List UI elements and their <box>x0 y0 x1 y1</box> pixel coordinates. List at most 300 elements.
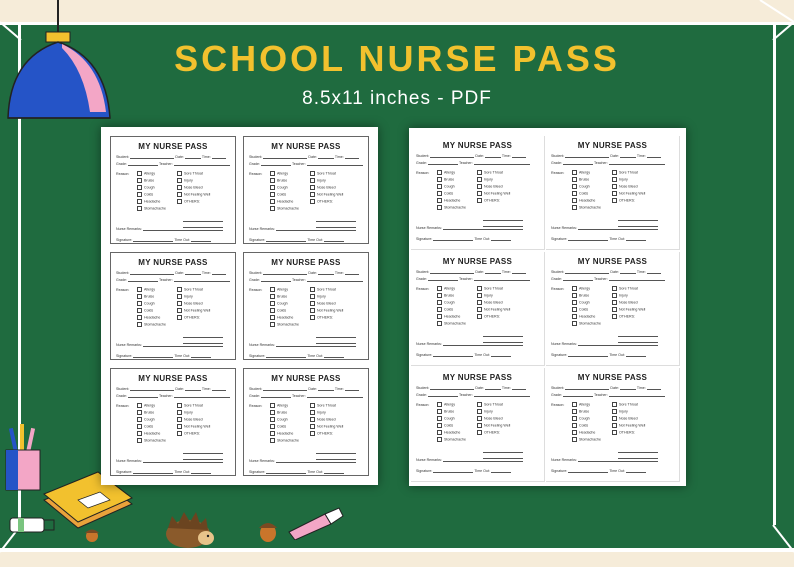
checkbox-icon[interactable] <box>177 185 182 190</box>
checkbox-icon[interactable] <box>177 294 182 299</box>
reason-checkbox[interactable] <box>310 171 336 176</box>
checkbox-icon[interactable] <box>572 300 577 305</box>
checkbox-icon[interactable] <box>477 177 482 182</box>
reason-checkbox[interactable] <box>612 177 628 182</box>
checkbox-icon[interactable] <box>572 307 577 312</box>
nurse-pass-card <box>546 136 680 250</box>
reason-checkbox[interactable] <box>477 293 493 298</box>
reason-checkbox[interactable] <box>477 423 510 428</box>
reason-label: Colds <box>144 308 154 313</box>
checkbox-icon[interactable] <box>310 417 315 422</box>
checkbox-icon[interactable] <box>310 315 315 320</box>
checkbox-icon[interactable] <box>437 430 442 435</box>
reason-checkbox[interactable] <box>437 437 466 442</box>
reason-checkbox[interactable] <box>137 178 154 183</box>
reason-checkbox[interactable] <box>270 438 299 443</box>
reason-checkbox[interactable] <box>270 171 288 176</box>
reason-checkbox[interactable] <box>137 424 153 429</box>
reason-label: Headache <box>444 198 461 203</box>
checkbox-icon[interactable] <box>270 438 275 443</box>
reason-checkbox[interactable] <box>137 322 166 327</box>
checkbox-icon[interactable] <box>477 300 482 305</box>
checkbox-icon[interactable] <box>310 308 315 313</box>
checkbox-icon[interactable] <box>572 198 577 203</box>
checkbox-icon[interactable] <box>137 417 142 422</box>
checkbox-icon[interactable] <box>177 301 182 306</box>
checkbox-icon[interactable] <box>437 423 442 428</box>
reason-checkbox[interactable] <box>437 402 455 407</box>
checkbox-icon[interactable] <box>477 286 482 291</box>
checkbox-icon[interactable] <box>310 431 315 436</box>
checkbox-icon[interactable] <box>572 170 577 175</box>
reason-checkbox[interactable] <box>177 431 200 436</box>
checkbox-icon[interactable] <box>612 416 617 421</box>
reason-label: Sore Throat <box>619 402 638 407</box>
reason-checkbox[interactable] <box>437 307 453 312</box>
checkbox-icon[interactable] <box>177 192 182 197</box>
reason-label: Reason: <box>249 288 263 292</box>
checkbox-icon[interactable] <box>177 171 182 176</box>
student-label: Student: <box>416 386 430 390</box>
reason-checkbox[interactable] <box>477 409 493 414</box>
reason-checkbox[interactable] <box>137 438 166 443</box>
signature-row <box>416 237 539 241</box>
checkbox-icon[interactable] <box>270 192 275 197</box>
reason-label: Stomachache <box>444 437 466 442</box>
checkbox-icon[interactable] <box>137 199 142 204</box>
reason-checkbox[interactable] <box>270 315 293 320</box>
checkbox-icon[interactable] <box>612 184 617 189</box>
reason-label: Stomachache <box>444 205 466 210</box>
checkbox-icon[interactable] <box>572 402 577 407</box>
reason-checkbox[interactable] <box>477 307 510 312</box>
reason-checkbox[interactable] <box>437 191 453 196</box>
reason-checkbox[interactable] <box>572 437 601 442</box>
checkbox-icon[interactable] <box>137 438 142 443</box>
checkbox-icon[interactable] <box>137 178 142 183</box>
reason-checkbox[interactable] <box>437 423 453 428</box>
reason-label: Sore Throat <box>484 170 503 175</box>
checkbox-icon[interactable] <box>270 308 275 313</box>
reason-checkbox[interactable] <box>177 315 200 320</box>
reason-checkbox[interactable] <box>137 410 154 415</box>
checkbox-icon[interactable] <box>572 437 577 442</box>
checkbox-icon[interactable] <box>177 431 182 436</box>
reason-checkbox[interactable] <box>612 307 645 312</box>
reason-checkbox[interactable] <box>477 177 493 182</box>
reason-checkbox[interactable] <box>270 431 293 436</box>
checkbox-icon[interactable] <box>612 409 617 414</box>
checkbox-icon[interactable] <box>310 185 315 190</box>
checkbox-icon[interactable] <box>270 417 275 422</box>
reason-checkbox[interactable] <box>310 199 333 204</box>
checkbox-icon[interactable] <box>572 314 577 319</box>
checkbox-icon[interactable] <box>137 287 142 292</box>
checkbox-icon[interactable] <box>137 185 142 190</box>
reason-checkbox[interactable] <box>572 321 601 326</box>
reason-checkbox[interactable] <box>270 410 287 415</box>
reason-checkbox[interactable] <box>477 416 503 421</box>
checkbox-icon[interactable] <box>310 403 315 408</box>
reason-checkbox[interactable] <box>437 314 460 319</box>
checkbox-icon[interactable] <box>612 177 617 182</box>
checkbox-icon[interactable] <box>612 423 617 428</box>
reason-checkbox[interactable] <box>177 301 203 306</box>
checkbox-icon[interactable] <box>477 170 482 175</box>
checkbox-icon[interactable] <box>270 294 275 299</box>
reason-checkbox[interactable] <box>612 191 645 196</box>
checkbox-icon[interactable] <box>477 409 482 414</box>
reason-checkbox[interactable] <box>437 177 454 182</box>
reason-checkbox[interactable] <box>437 198 460 203</box>
checkbox-icon[interactable] <box>612 286 617 291</box>
reason-checkbox[interactable] <box>310 315 333 320</box>
reason-checkbox[interactable] <box>270 206 299 211</box>
reason-checkbox[interactable] <box>177 308 210 313</box>
reason-label: Bruise <box>444 177 455 182</box>
reason-checkbox[interactable] <box>572 430 595 435</box>
reason-checkbox[interactable] <box>477 198 500 203</box>
reason-checkbox[interactable] <box>572 314 595 319</box>
checkbox-icon[interactable] <box>612 314 617 319</box>
reason-checkbox[interactable] <box>270 322 299 327</box>
reason-checkbox[interactable] <box>177 199 200 204</box>
student-label: Student: <box>116 271 130 275</box>
checkbox-icon[interactable] <box>437 321 442 326</box>
reason-checkbox[interactable] <box>437 286 455 291</box>
reason-checkbox[interactable] <box>572 286 590 291</box>
reason-checkbox[interactable] <box>137 308 153 313</box>
reason-checkbox[interactable] <box>270 192 286 197</box>
reason-checkbox[interactable] <box>477 314 500 319</box>
checkbox-icon[interactable] <box>437 184 442 189</box>
checkbox-icon[interactable] <box>177 199 182 204</box>
reason-checkbox[interactable] <box>437 293 454 298</box>
checkbox-icon[interactable] <box>137 206 142 211</box>
checkbox-icon[interactable] <box>477 293 482 298</box>
reason-checkbox[interactable] <box>612 293 628 298</box>
checkbox-icon[interactable] <box>437 402 442 407</box>
time-label: Time: <box>636 270 646 274</box>
reason-checkbox[interactable] <box>270 301 288 306</box>
checkbox-icon[interactable] <box>572 177 577 182</box>
reason-checkbox[interactable] <box>572 170 590 175</box>
checkbox-icon[interactable] <box>437 205 442 210</box>
checkbox-icon[interactable] <box>612 293 617 298</box>
reason-checkbox[interactable] <box>612 416 638 421</box>
reason-label: Not Feeling Well <box>317 424 344 429</box>
checkbox-icon[interactable] <box>477 307 482 312</box>
checkbox-icon[interactable] <box>612 198 617 203</box>
reason-checkbox[interactable] <box>437 409 454 414</box>
reason-checkbox[interactable] <box>612 198 635 203</box>
checkbox-icon[interactable] <box>310 410 315 415</box>
reason-checkbox[interactable] <box>270 417 288 422</box>
checkbox-icon[interactable] <box>572 321 577 326</box>
reason-checkbox[interactable] <box>137 192 153 197</box>
reason-checkbox[interactable] <box>572 177 589 182</box>
checkbox-icon[interactable] <box>270 206 275 211</box>
reason-checkbox[interactable] <box>137 301 155 306</box>
checkbox-icon[interactable] <box>437 191 442 196</box>
checkbox-icon[interactable] <box>612 307 617 312</box>
reason-checkbox[interactable] <box>477 286 503 291</box>
date-label: Date: <box>308 387 317 391</box>
reason-checkbox[interactable] <box>572 191 588 196</box>
reason-checkbox[interactable] <box>310 185 336 190</box>
reason-checkbox[interactable] <box>572 416 590 421</box>
checkbox-icon[interactable] <box>437 409 442 414</box>
checkbox-icon[interactable] <box>612 430 617 435</box>
checkbox-icon[interactable] <box>572 416 577 421</box>
checkbox-icon[interactable] <box>310 301 315 306</box>
reason-checkbox[interactable] <box>270 424 286 429</box>
remarks-label: Nurse Remarks: <box>116 343 142 347</box>
checkbox-icon[interactable] <box>572 293 577 298</box>
checkbox-icon[interactable] <box>270 171 275 176</box>
checkbox-icon[interactable] <box>477 430 482 435</box>
checkbox-icon[interactable] <box>177 410 182 415</box>
reason-checkbox[interactable] <box>572 402 590 407</box>
checkbox-icon[interactable] <box>270 287 275 292</box>
checkbox-icon[interactable] <box>137 192 142 197</box>
checkbox-icon[interactable] <box>612 402 617 407</box>
reason-checkbox[interactable] <box>310 431 333 436</box>
checkbox-icon[interactable] <box>137 410 142 415</box>
reason-checkbox[interactable] <box>477 430 500 435</box>
reason-checkbox[interactable] <box>310 417 336 422</box>
checkbox-icon[interactable] <box>270 301 275 306</box>
reason-checkbox[interactable] <box>572 184 590 189</box>
reason-label: Bruise <box>144 294 155 299</box>
checkbox-icon[interactable] <box>477 416 482 421</box>
checkbox-icon[interactable] <box>477 402 482 407</box>
reason-checkbox[interactable] <box>572 409 589 414</box>
reason-checkbox[interactable] <box>137 431 160 436</box>
checkbox-icon[interactable] <box>177 424 182 429</box>
checkbox-icon[interactable] <box>270 185 275 190</box>
page-subtitle: 8.5x11 inches - PDF <box>302 88 492 109</box>
checkbox-icon[interactable] <box>177 178 182 183</box>
reason-checkbox[interactable] <box>437 430 460 435</box>
checkbox-icon[interactable] <box>437 314 442 319</box>
reason-checkbox[interactable] <box>270 403 288 408</box>
reason-checkbox[interactable] <box>137 185 155 190</box>
reason-checkbox[interactable] <box>477 170 503 175</box>
reason-checkbox[interactable] <box>310 178 326 183</box>
checkbox-icon[interactable] <box>437 307 442 312</box>
checkbox-icon[interactable] <box>572 184 577 189</box>
checkbox-icon[interactable] <box>137 301 142 306</box>
reason-checkbox[interactable] <box>137 315 160 320</box>
checkbox-icon[interactable] <box>310 294 315 299</box>
reason-checkbox[interactable] <box>310 308 343 313</box>
reason-label: Colds <box>144 192 154 197</box>
checkbox-icon[interactable] <box>572 430 577 435</box>
reason-checkbox[interactable] <box>612 409 628 414</box>
checkbox-icon[interactable] <box>270 178 275 183</box>
reason-checkbox[interactable] <box>437 321 466 326</box>
checkbox-icon[interactable] <box>310 287 315 292</box>
checkbox-icon[interactable] <box>572 205 577 210</box>
checkbox-icon[interactable] <box>270 315 275 320</box>
checkbox-icon[interactable] <box>177 315 182 320</box>
reason-checkbox[interactable] <box>137 206 166 211</box>
reason-checkbox[interactable] <box>270 308 286 313</box>
checkbox-icon[interactable] <box>612 191 617 196</box>
teacher-label: Teacher: <box>158 278 173 282</box>
reason-checkbox[interactable] <box>310 287 336 292</box>
checkbox-icon[interactable] <box>437 300 442 305</box>
checkbox-icon[interactable] <box>437 293 442 298</box>
reason-checkbox[interactable] <box>310 410 326 415</box>
reason-label: OTHERS: <box>317 431 333 436</box>
reason-checkbox[interactable] <box>137 294 154 299</box>
checkbox-icon[interactable] <box>310 178 315 183</box>
checkbox-icon[interactable] <box>177 308 182 313</box>
checkbox-icon[interactable] <box>270 403 275 408</box>
reason-checkbox[interactable] <box>177 294 193 299</box>
checkbox-icon[interactable] <box>572 423 577 428</box>
reason-checkbox[interactable] <box>612 402 638 407</box>
reason-checkbox[interactable] <box>477 402 503 407</box>
checkbox-icon[interactable] <box>137 171 142 176</box>
checkbox-icon[interactable] <box>477 198 482 203</box>
reason-checkbox[interactable] <box>572 198 595 203</box>
checkbox-icon[interactable] <box>177 403 182 408</box>
reason-checkbox[interactable] <box>437 170 455 175</box>
reason-checkbox[interactable] <box>270 185 288 190</box>
checkbox-icon[interactable] <box>477 184 482 189</box>
checkbox-icon[interactable] <box>137 431 142 436</box>
reason-checkbox[interactable] <box>270 178 287 183</box>
acorn-icon <box>254 516 282 544</box>
checkbox-icon[interactable] <box>137 403 142 408</box>
checkbox-icon[interactable] <box>437 437 442 442</box>
reason-checkbox[interactable] <box>572 300 590 305</box>
reason-checkbox[interactable] <box>310 301 336 306</box>
reason-checkbox[interactable] <box>612 300 638 305</box>
checkbox-icon[interactable] <box>477 423 482 428</box>
reason-checkbox[interactable] <box>612 423 645 428</box>
checkbox-icon[interactable] <box>270 424 275 429</box>
reason-checkbox[interactable] <box>270 294 287 299</box>
reason-label: Reason: <box>116 404 130 408</box>
reason-checkbox[interactable] <box>177 287 203 292</box>
reason-label: Reason: <box>116 288 130 292</box>
checkbox-icon[interactable] <box>437 416 442 421</box>
reason-label: Headache <box>277 431 294 436</box>
reason-checkbox[interactable] <box>310 424 343 429</box>
reason-checkbox[interactable] <box>177 424 210 429</box>
checkbox-icon[interactable] <box>437 177 442 182</box>
reason-checkbox[interactable] <box>177 171 203 176</box>
reason-checkbox[interactable] <box>310 294 326 299</box>
checkbox-icon[interactable] <box>310 199 315 204</box>
reason-checkbox[interactable] <box>177 185 203 190</box>
reason-checkbox[interactable] <box>612 170 638 175</box>
reason-checkbox[interactable] <box>270 199 293 204</box>
reason-checkbox[interactable] <box>477 184 503 189</box>
reason-checkbox[interactable] <box>137 417 155 422</box>
checkbox-icon[interactable] <box>137 315 142 320</box>
checkbox-icon[interactable] <box>137 294 142 299</box>
checkbox-icon[interactable] <box>612 170 617 175</box>
reason-checkbox[interactable] <box>612 314 635 319</box>
checkbox-icon[interactable] <box>612 300 617 305</box>
checkbox-icon[interactable] <box>437 198 442 203</box>
reason-checkbox[interactable] <box>572 307 588 312</box>
reason-checkbox[interactable] <box>177 178 193 183</box>
reason-checkbox[interactable] <box>437 416 455 421</box>
reason-checkbox[interactable] <box>177 192 210 197</box>
reason-checkbox[interactable] <box>137 287 155 292</box>
checkbox-icon[interactable] <box>137 308 142 313</box>
reason-checkbox[interactable] <box>137 199 160 204</box>
checkbox-icon[interactable] <box>310 171 315 176</box>
remarks-row <box>416 458 539 462</box>
card-title: MY NURSE PASS <box>442 257 513 266</box>
reason-checkbox[interactable] <box>177 417 203 422</box>
reason-checkbox[interactable] <box>270 287 288 292</box>
reason-checkbox[interactable] <box>612 286 638 291</box>
reason-checkbox[interactable] <box>572 293 589 298</box>
reason-label: OTHERS: <box>619 198 635 203</box>
checkbox-icon[interactable] <box>177 287 182 292</box>
reason-checkbox[interactable] <box>612 430 635 435</box>
reason-label: Nose Bleed <box>484 184 503 189</box>
checkbox-icon[interactable] <box>572 286 577 291</box>
reason-label: Bruise <box>144 410 155 415</box>
reason-checkbox[interactable] <box>477 191 510 196</box>
signature-row <box>551 353 674 357</box>
checkbox-icon[interactable] <box>310 424 315 429</box>
reason-checkbox[interactable] <box>572 205 601 210</box>
checkbox-icon[interactable] <box>137 322 142 327</box>
reason-checkbox[interactable] <box>572 423 588 428</box>
checkbox-icon[interactable] <box>572 409 577 414</box>
reason-label: OTHERS: <box>484 198 500 203</box>
checkbox-icon[interactable] <box>177 417 182 422</box>
reason-checkbox[interactable] <box>310 403 336 408</box>
checkbox-icon[interactable] <box>437 170 442 175</box>
reason-checkbox[interactable] <box>612 184 638 189</box>
reason-checkbox[interactable] <box>177 410 193 415</box>
reason-checkbox[interactable] <box>437 300 455 305</box>
checkbox-icon[interactable] <box>270 431 275 436</box>
reason-checkbox[interactable] <box>477 300 503 305</box>
checkbox-icon[interactable] <box>137 424 142 429</box>
checkbox-icon[interactable] <box>270 199 275 204</box>
grade-row <box>249 162 363 166</box>
checkbox-icon[interactable] <box>270 410 275 415</box>
checkbox-icon[interactable] <box>310 192 315 197</box>
reason-checkbox[interactable] <box>177 403 203 408</box>
reason-checkbox[interactable] <box>137 403 155 408</box>
reason-label: Injury <box>484 177 493 182</box>
checkbox-icon[interactable] <box>572 191 577 196</box>
checkbox-icon[interactable] <box>477 191 482 196</box>
reason-checkbox[interactable] <box>137 171 155 176</box>
checkbox-icon[interactable] <box>437 286 442 291</box>
reason-checkbox[interactable] <box>437 184 455 189</box>
grade-row <box>116 162 230 166</box>
reason-label: Headache <box>144 199 161 204</box>
reason-checkbox[interactable] <box>310 192 343 197</box>
checkbox-icon[interactable] <box>270 322 275 327</box>
reason-checkbox[interactable] <box>437 205 466 210</box>
checkbox-icon[interactable] <box>477 314 482 319</box>
